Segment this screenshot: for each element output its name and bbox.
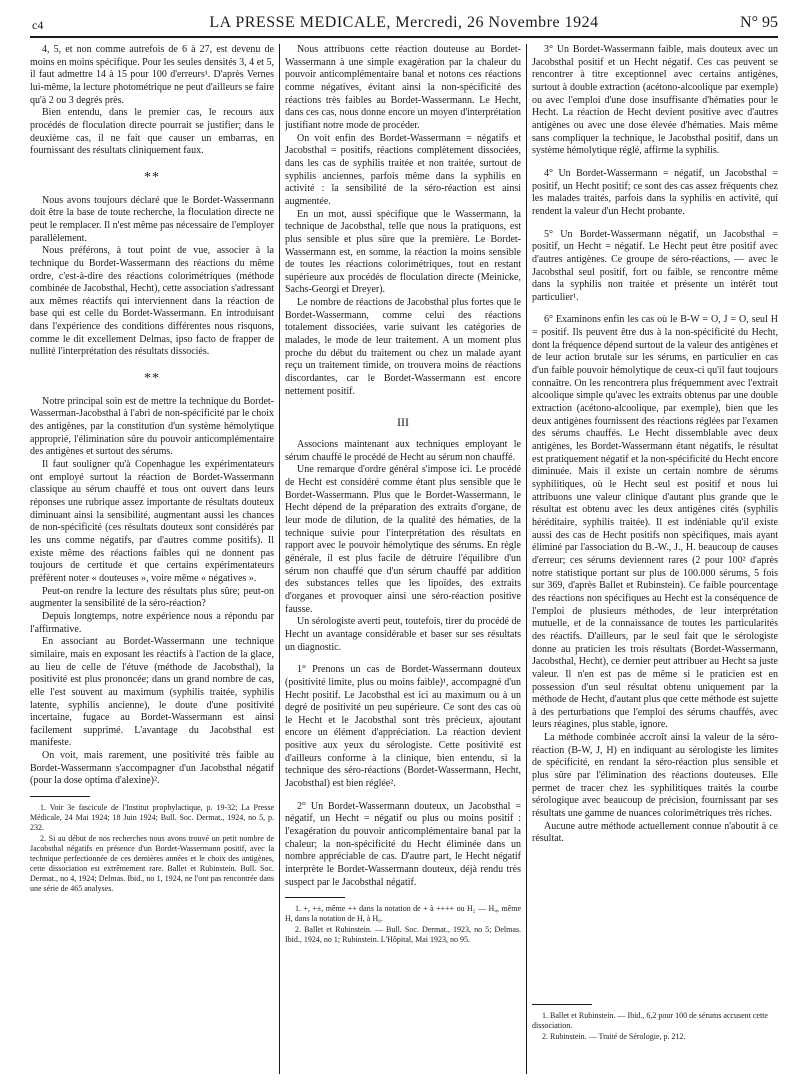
- column-3-footnotes: [532, 996, 778, 1042]
- section-separator: **: [144, 169, 160, 185]
- paragraph: 4° Un Bordet-Wassermann = négatif, un Jacobsthal = positif, un Hecht positif; ce sont des cas assez fréquents chez les malades traités, parfois dans la syphilis en activité, qui rendent la valeur d'un Hecht probante.: [532, 167, 778, 217]
- paragraph: Bien entendu, dans le premier cas, le recours aux procédés de floculation directe pourrait se justifier; dans le deuxième cas, il ne fait que causer un embarras, en fournissant des résultats cliniquement faux.: [30, 107, 274, 157]
- paragraph: 6° Examinons enfin les cas où le B-W = O, J = O, seul H = positif. Ils peuvent être dus à la non-spécificité du Hecht, dont la fréquence dépend surtout de la valeur des antigènes et de leur action brutale sur les sérums, en particulier en cas d'un faible pouvoir hémolytique de ceux-ci qu'il faut toujours connaître. On les rencontrera plus fréquemment avec l'extrait alcoolique simple qu'avec les extraits obtenus par une double extraction (acétono-alcoolique, par exemple), bien que les deux antigènes fournissent des réactions réglées par l'examen des sérums chauffés. Le Hecht dissemblable avec deux antigènes, les Bordet-Wassermann étant négatifs, le résultat est pratiquement négatif et la non-spécificité du Hecht encore diminuée. Mais il existe un certain nombre de sérums syphilitiques, où le Hecht seul est positif et nous lui attribuons une valeur clinique d'autant plus grande que le résultat est obtenu avec les deux antigènes cités (syphilis héréditaire, syphilis traitée). Il est indéniable qu'il existe aussi des cas de Hecht positifs non spécifiques, mais ayant éliminé par l'association du B.-W., J., H. beaucoup de causes d'erreur; ces sérums deviennent rares (2 pour 100² d'après notre statistique portant sur plus de 100.000 sérums, 5 fois sur 369, d'après Ballet et Rubinstein). Ce faible pourcentage des réactions non spécifiques au Hecht est la conséquence de l'emploi de plusieurs méthodes, de leur interprétation mutuelle, et de la connaissance de toutes les particularités des réactifs. D'ailleurs, par le seul fait que le sérologiste donne au praticien les trois résultats (Bordet-Wassermann, Jacobsthal, Hecht), ce dernier peut attribuer au Hecht sa juste valeur. Il n'en est pas de même si le praticien est en possession d'un seul résultat obtenu uniquement par la méthode de Hecht, d'autant plus que cette méthode est sujette à des perturbations que l'emploi des sérums chauffés, avec leurs réagines, plus stable, ignore.: [532, 314, 778, 731]
- footnote: 2. Si au début de nos recherches nous avons trouvé un petit nombre de Jacobsthal négatifs en présence d'un Bordet-Wassermann positif, avec la technique perfectionnée de ces dernières années et le choix des antigènes, cette dissociation est extrêmement rare. Ballet et Rubinstein. Bull. Soc. Dermat., no 4, 1924; Delmas. Ibid., no 1, 1924, ne l'ont pas rencontrée dans une série de 465 analyses.: [30, 834, 274, 894]
- paragraph: Nous attribuons cette réaction douteuse au Bordet-Wassermann à une simple exagération par la chaleur du pouvoir anticomplémentaire banal et notons ces réactions comme négatives, évitant ainsi la non-spécificité des réactions très faibles au Bordet-Wassermann. Le Hecht, dans ces cas, nous donne encore un moyen d'interprétation justifiant notre mode de procéder.: [285, 44, 521, 131]
- section-separator: **: [144, 371, 160, 387]
- paragraph: Le nombre de réactions de Jacobsthal plus fortes que le Bordet-Wassermann, comme celui des réactions totalement dissociées, varie suivant les catégories de malades, le mode de leur traitement. A un moment plus proche du début du traitement ou chez un malade ayant reçu un traitement timide, on trouvera moins de réactions discordantes, car le Bordet-Wassermann est encore nettement positif.: [285, 297, 521, 397]
- paragraph: 5° Un Bordet-Wassermann négatif, un Jacobsthal = positif, un Hecht = négatif. Le Hecht peut être positif avec d'autres antigènes. Ce groupe de séro-réactions, — avec le Jacobsthal seul positif, fort ou faible, se rencontre même dans la syphilis non traitée et présente un intérêt tout particulier¹.: [532, 228, 778, 303]
- footnote: 2. Rubinstein. — Traité de Sérologie, p. 212.: [542, 1032, 686, 1041]
- paragraph: Notre principal soin est de mettre la technique du Bordet-Wasserman-Jacobsthal à l'abri de non-spécificité par le choix des antigènes, par la constitution d'un système hémolytique approprié, l'élimination sûre du pouvoir anticomplémentaire des antigènes et surtout des sérums.: [30, 395, 274, 458]
- paragraph: Depuis longtemps, notre expérience nous a répondu par l'affirmative.: [30, 610, 274, 635]
- paragraph: En associant au Bordet-Wassermann une technique similaire, mais en exposant les réactifs à l'action de la glace, au lieu de celle de l'étuve (méthode de Jacobsthal), la positivité est plus prononcée; dans un grand nombre de cas, elle l'est souvent au maximum (syphilis traitée, syphilis latente, syphilis ancienne), le doute d'une positivité incertaine, fugace au Bordet-Wassermann est ainsi facilement supprimé. L'avantage du Jacobsthal est manifeste.: [30, 636, 274, 749]
- issue-number: N° 95: [740, 14, 778, 31]
- paragraph: Nous préférons, à tout point de vue, associer à la technique du Bordet-Wassermann des réactions du même ordre, c'est-à-dire des réactions colorimétriques (méthode combinée de Jacobsthal, Hecht), cette association s'adressant aux mêmes réactifs qui interviennent dans la réaction de base qui est celle du Bordet-Wassermann. En introduisant dans l'expérience des conditions différentes nous risquons, comme le dit excellement Delmas, ipso facto de frapper de nullité l'interprétation des résultats dissociés.: [30, 245, 274, 358]
- paragraph: Une remarque d'ordre général s'impose ici. Le procédé de Hecht est considéré comme étant plus sensible que le Bordet-Wassermann. Plus que le Bordet-Wassermann, le Hecht dépend de la préparation des extraits d'organe, de leur mode de dilution, de la qualité des hématies, de la technique suivie pour l'interprétation des résultats en rapport avec le pouvoir hémolytique des sérums. En règle générale, il est plus facile de détruire l'équilibre d'un sérum non chauffé que d'un sérum chauffé par addition des substances telles que les lipoïdes, des extraits d'organes et provoquer ainsi une séro-réaction positive fausse.: [285, 464, 521, 615]
- column-divider: [279, 44, 280, 1074]
- column-2: [285, 44, 521, 1074]
- section-heading: III: [397, 415, 409, 430]
- footnote-rule: [285, 897, 345, 898]
- page-header: [30, 8, 778, 38]
- masthead-title: LA PRESSE MEDICALE, Mercredi, 26 Novembre 1924: [209, 14, 599, 31]
- footnote: 1. Voir 3e fascicule de l'Institut prophylactique, p. 19-32; La Presse Médicale, 24 Mai 1924; 18 Juin 1924; Bull. Soc. Dermat., 1924, no 5, p. 232.: [30, 803, 274, 833]
- column-3: [532, 44, 778, 990]
- paragraph: On voit enfin des Bordet-Wassermann = négatifs et Jacobsthal = positifs, réactions complètement dissociées, dans les cas de syphilis traitée et non traitée, surtout de syphilis anciennes, parfois même dans la syphilis en activité : la sensibilité de la séro-réaction est ainsi augmentée.: [285, 132, 521, 207]
- footnote-rule: [532, 1004, 592, 1005]
- paragraph: En un mot, aussi spécifique que le Wassermann, la technique de Jacobsthal, telle que nous la pratiquons, est plus sensible et plus sûre que la première. Le Bordet-Wassermann est, en somme, la réaction la moins sensible de toutes les réactions colorimétriques, tout en restant supérieure aux procédés de floculation directe (Meinicke, Sachs-Georgi et Dreyer).: [285, 208, 521, 296]
- paragraph: 1° Prenons un cas de Bordet-Wassermann douteux (positivité limite, plus ou moins faible)¹, accompagné d'un Hecht positif. Le Jacobsthal est ici au maximum ou à un degré de positivité un peu supérieure. Ce sont des cas où le Hecht et le Jacobsthal sont très précieux, ajoutant encore un élément d'appréciation. La réaction devient positive aux yeux du sérologiste. Cette positivité est d'ailleurs conforme à la clinique, bien entendu, si la technique des séro-réactions (Bordet-Wassermann, Hecht, Jacobsthal) est bien réglée².: [285, 664, 521, 790]
- footnote: 2. Ballet et Rubinstein. — Bull. Soc. Dermat., 1923, no 5; Delmas. Ibid., 1924, no 1; Rubinstein. L'Hôpital, Mai 1923, no 95.: [285, 925, 521, 945]
- paragraph: 3° Un Bordet-Wassermann faible, mais douteux avec un Jacobsthal positif et un Hecht négatif. Ces cas peuvent se rencontrer à titre exceptionnel avec certains antigènes, surtout à double extraction (acétono-alcoolique par exemple) ou avec l'emploi d'une dose insuffisante d'hématies pour le Hecht. La réaction de Hecht devient positive avec d'autres antigènes ou avec une dose élevée d'hématies. Mais même sans compliquer la technique, le Jacobsthal positif, dans un système hémolytique réglé, affirme la syphilis.: [532, 44, 778, 157]
- paragraph: La méthode combinée accroît ainsi la valeur de la séro-réaction (B-W, J, H) en indiquant au sérologiste les limites de spécificité, en rendant la séro-réaction plus sensible et plus sûre par l'élimination des réactions douteuses. Elle permet de tracer chez les syphilitiques traités la courbe sérologique avec beaucoup de précision, fournissant par ses résultats une gamme de nuances colorimétriques très riches.: [532, 732, 778, 820]
- paragraph: On voit, mais rarement, une positivité très faible au Bordet-Wassermann s'accompagner d'un Jacobsthal négatif (pour la dose optima d'alexine)².: [30, 750, 274, 787]
- footnote: 1. +, +±, même ++ dans la notation de + à ++++ ou H₂ — H₄, même H, dans la notation de H, à H₈.: [285, 904, 521, 924]
- paragraph: Un sérologiste averti peut, toutefois, tirer du procédé de Hecht un avantage considérable et baser sur ses résultats un diagnostic.: [285, 616, 521, 653]
- page-number: c4: [32, 18, 44, 32]
- paragraph: 2° Un Bordet-Wassermann douteux, un Jacobsthal = négatif, un Hecht = négatif ou plus ou moins positif : l'exagération du pouvoir anticomplémentaire banal par la chaleur; la non-spécificité du Hecht éliminée dans un nombre appréciable de cas. D'autre part, le Hecht négatif interprète le Bordet-Wassermann douteux, déjà rendu très suspect par le Jacobsthal négatif.: [285, 800, 521, 888]
- column-divider: [526, 44, 527, 1074]
- paragraph: Nous avons toujours déclaré que le Bordet-Wassermann doit être la base de toute recherche, la floculation directe ne peut le remplacer. Il n'est même pas nécessaire de l'employer parallèlement.: [30, 194, 274, 244]
- paragraph: 4, 5, et non comme autrefois de 6 à 27, est devenu de moins en moins spécifique. Pour les seules densités 3, 4 et 5, il faut admettre 14 à 15 pour 100 d'erreurs¹. D'après Vernes lui-même, la lecture photométrique ne peut d'ailleurs se faire qu'à 2 ou 3 degrés près.: [30, 44, 274, 106]
- column-1: [30, 44, 274, 1074]
- footnote: 1. Ballet et Rubinstein. — Ibid., 6,2 pour 100 de sérums accusent cette dissociation.: [532, 1011, 768, 1030]
- paragraph: Peut-on rendre la lecture des résultats plus sûre; peut-on augmenter la sensibilité de la séro-réaction?: [30, 585, 274, 610]
- paragraph: Il faut souligner qu'à Copenhague les expérimentateurs ont employé surtout la réaction de Bordet-Wassermann classique au sérum chauffé et tous ont ouvert dans leurs réponses une rubrique assez importante de résultats douteux diminuant ainsi la sensibilité, augmentant aussi les chances de non-spécificité (ces résultats douteux sont considérés par les uns comme négatifs, par d'autres comme positifs). Il existe même des réactions faibles qui ne donnent pas toujours de certitude et que certains expérimentateurs préfèrent noter « douteuses », voire même « négatives ».: [30, 459, 274, 584]
- paragraph: Aucune autre méthode actuellement connue n'aboutit à ce résultat.: [532, 820, 778, 845]
- footnote-rule: [30, 796, 90, 797]
- paragraph: Associons maintenant aux techniques employant le sérum chauffé le procédé de Hecht au sérum non chauffé.: [285, 439, 521, 463]
